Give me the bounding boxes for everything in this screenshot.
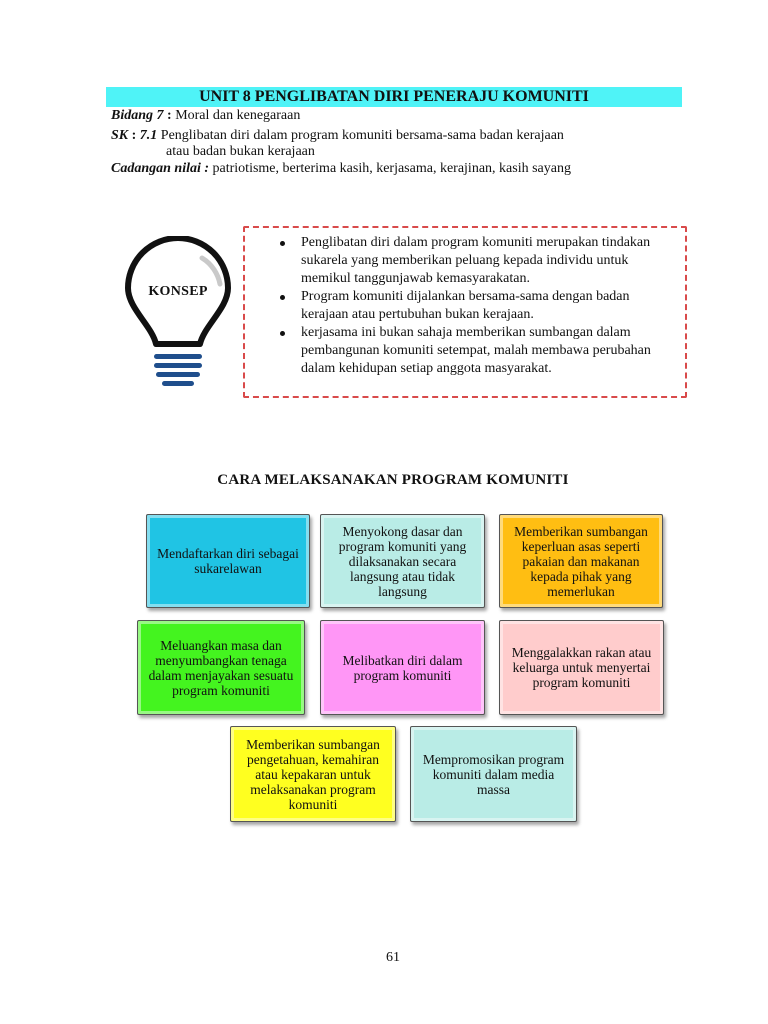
- meta-cadangan: [111, 161, 571, 177]
- method-box-5: [320, 620, 485, 715]
- meta-sk-key: SK: [111, 128, 129, 143]
- method-text-3: Memberikan sumbangan keperluan asas seperti pakaian dan makanan kepada pihak yang memerlukan: [514, 523, 648, 599]
- method-text-6: Menggalakkan rakan atau keluarga untuk menyertai program komuniti: [511, 645, 652, 690]
- meta-sk-number: 7.1: [139, 128, 158, 143]
- meta-bidang-value: Moral dan kenegaraan: [175, 108, 301, 123]
- method-box-6: [499, 620, 664, 715]
- lightbulb-icon: [124, 236, 244, 388]
- method-text-4: Meluangkan masa dan menyumbangkan tenaga dalam menjayakan sesuatu program komuniti: [148, 637, 294, 698]
- method-box-8: [410, 726, 577, 822]
- page-number: 61: [386, 950, 400, 965]
- concept-list: [276, 234, 676, 378]
- method-text-7: Memberikan sumbangan pengetahuan, kemahiran atau kepakaran untuk melaksanakan program komuniti: [246, 736, 380, 812]
- method-box-2: [320, 514, 485, 608]
- meta-sk-line2: atau badan bukan kerajaan: [166, 144, 315, 159]
- concept-point-2: Program komuniti dijalankan bersama-sama dengan badan kerajaan atau pertubuhan bukan kerajaan.: [276, 288, 676, 324]
- method-text-2: Menyokong dasar dan program komuniti yang dilaksanakan secara langsung atau tidak langsung: [338, 523, 467, 599]
- method-text-8: Mempromosikan program komuniti dalam media massa: [422, 751, 565, 797]
- meta-bidang-key: Bidang 7: [111, 108, 164, 123]
- meta-sk: [111, 128, 564, 144]
- concept-point-1: Penglibatan diri dalam program komuniti merupakan tindakan sukarela yang memberikan peluang kepada individu untuk memikul tanggunjawab kemasyarakatan.: [276, 234, 676, 288]
- method-box-4: [137, 620, 305, 715]
- method-box-1: [146, 514, 310, 608]
- meta-cadangan-value: patriotisme, berterima kasih, kerjasama, kerajinan, kasih sayang: [209, 161, 571, 176]
- method-box-3: [499, 514, 663, 608]
- section-title: CARA MELAKSANAKAN PROGRAM KOMUNITI: [217, 472, 569, 488]
- bulb-base: [154, 354, 202, 386]
- meta-bidang-sep: :: [163, 108, 176, 123]
- meta-cadangan-key: Cadangan nilai :: [111, 161, 210, 176]
- meta-bidang: [111, 108, 300, 124]
- meta-sk-value-line1: Penglibatan diri dalam program komuniti bersama-sama badan kerajaan: [157, 128, 564, 143]
- concept-label: KONSEP: [148, 284, 208, 299]
- concept-point-3: kerjasama ini bukan sahaja memberikan sumbangan dalam pembangunan komuniti setempat, malah membawa perubahan dalam kehidupan setiap anggota masyarakat.: [276, 324, 676, 378]
- method-box-7: [230, 726, 396, 822]
- unit-title: UNIT 8 PENGLIBATAN DIRI PENERAJU KOMUNITI: [106, 87, 682, 107]
- method-text-1: Mendaftarkan diri sebagai sukarelawan: [157, 546, 299, 576]
- meta-sk-sep: :: [128, 128, 140, 143]
- method-text-5: Melibatkan diri dalam program komuniti: [342, 652, 463, 683]
